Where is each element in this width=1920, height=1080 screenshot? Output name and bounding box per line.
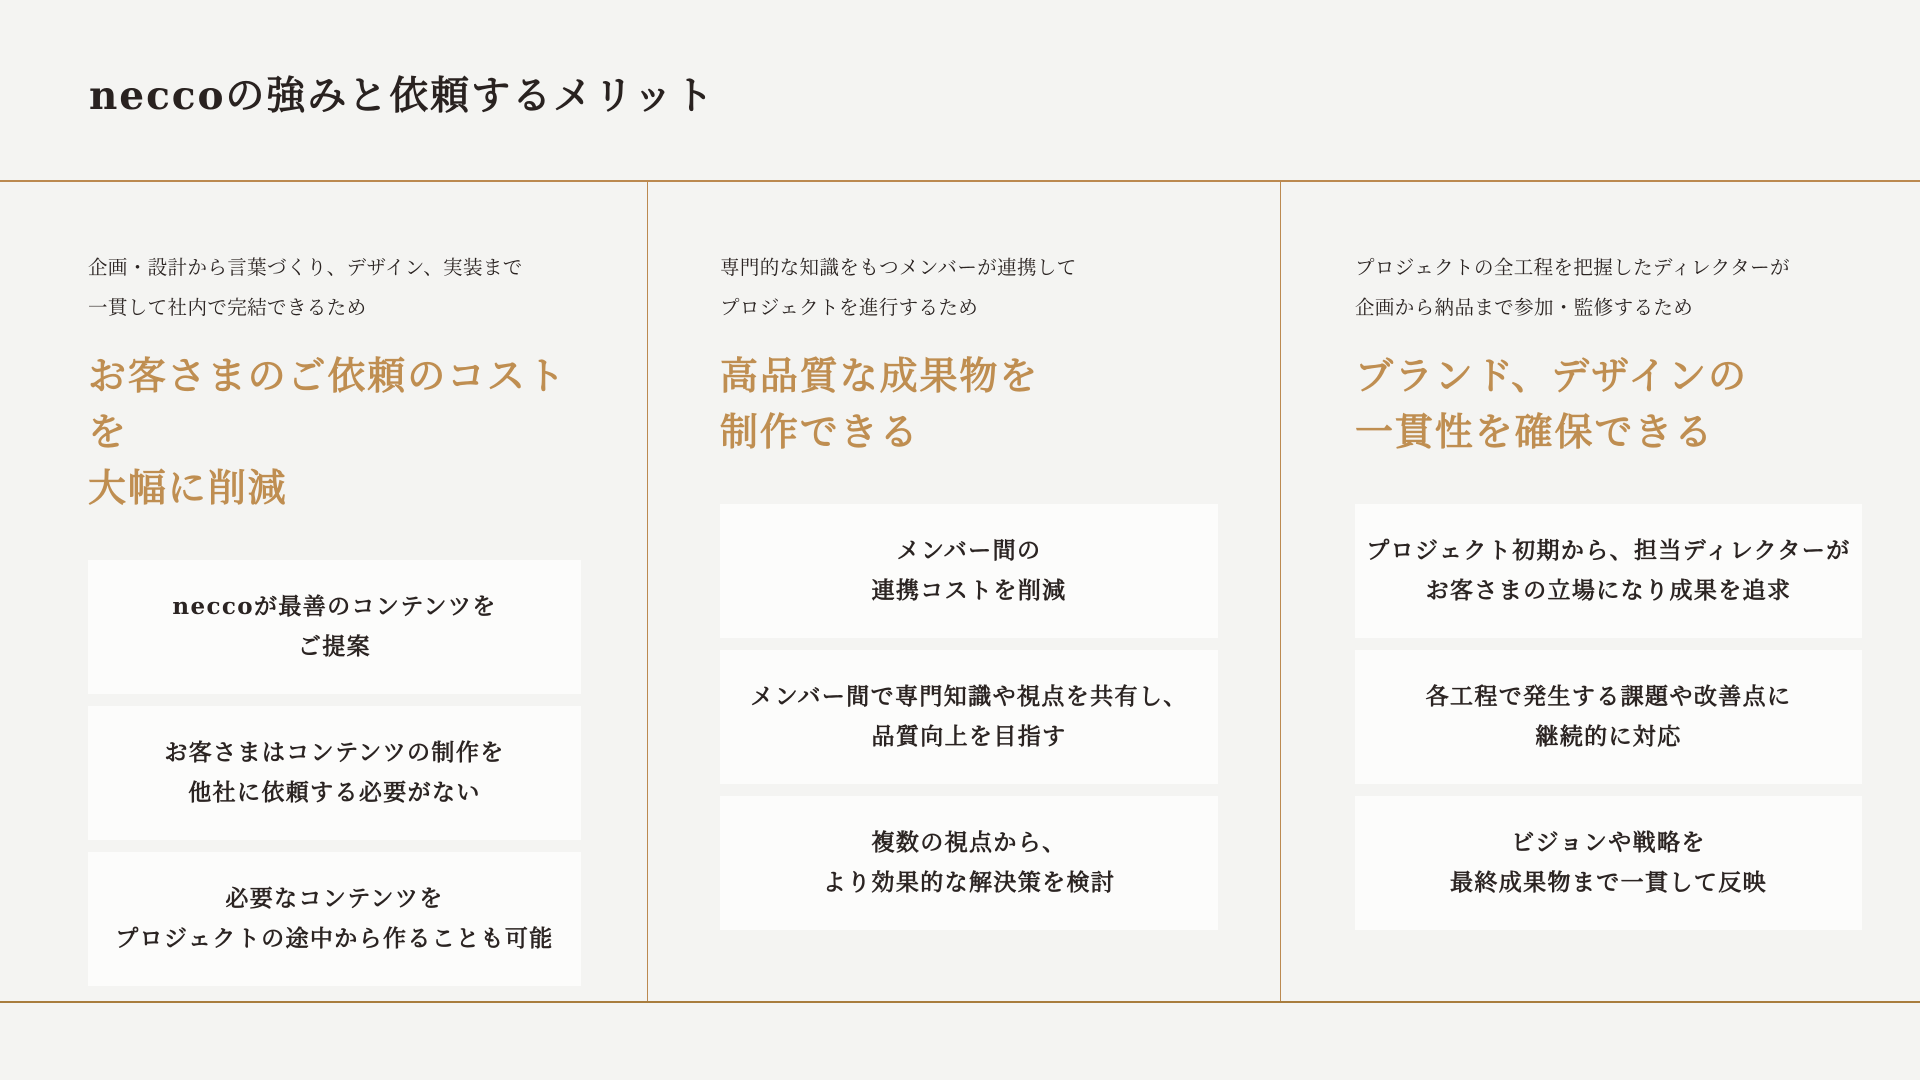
benefit-card <box>88 852 581 986</box>
column-heading-line: 大幅に削減 <box>88 465 288 510</box>
column-intro-line: 一貫して社内で完結できるため <box>88 296 367 319</box>
card-text-line: 各工程で発生する課題や改善点に <box>1425 683 1792 710</box>
column-heading <box>720 348 1218 460</box>
benefit-card <box>720 796 1218 930</box>
benefit-card <box>1355 650 1862 784</box>
column-heading-line: 一貫性を確保できる <box>1355 409 1715 454</box>
column-heading-line: お客さまのご依頼のコストを <box>88 353 567 454</box>
column-heading <box>1355 348 1862 460</box>
card-text-line: メンバー間の <box>896 537 1042 564</box>
card-text-line: 必要なコンテンツを <box>225 885 444 912</box>
card-text-line: 品質向上を目指す <box>871 723 1067 750</box>
card-text-line: neccoが最善のコンテンツを <box>172 593 497 620</box>
column-heading <box>88 348 581 516</box>
card-text-line: ご提案 <box>297 633 372 660</box>
card-text-line: 複数の視点から、 <box>871 829 1067 856</box>
card-text-line: 連携コストを削減 <box>871 577 1067 604</box>
benefit-column-cost <box>0 182 647 1001</box>
card-list <box>88 560 581 986</box>
card-list <box>720 504 1218 930</box>
column-intro <box>720 248 1218 328</box>
benefit-column-quality <box>647 182 1280 1001</box>
benefit-columns <box>0 182 1920 1003</box>
column-intro-line: 専門的な知識をもつメンバーが連携して <box>720 256 1077 279</box>
benefit-card <box>88 560 581 694</box>
column-intro-line: 企画・設計から言葉づくり、デザイン、実装まで <box>88 256 523 279</box>
benefit-card <box>1355 504 1862 638</box>
card-text-line: 最終成果物まで一貫して反映 <box>1450 869 1767 896</box>
bottom-margin-strip <box>0 1003 1920 1076</box>
column-heading-line: 高品質な成果物を <box>720 353 1040 398</box>
card-text-line: お客さまの立場になり成果を追求 <box>1425 577 1792 604</box>
section-header <box>0 0 1920 182</box>
card-text-line: プロジェクト初期から、担当ディレクターが <box>1366 537 1851 564</box>
benefit-card <box>88 706 581 840</box>
benefit-column-consistency <box>1280 182 1920 1001</box>
column-intro-line: プロジェクトの全工程を把握したディレクターが <box>1355 256 1790 279</box>
benefit-card <box>720 504 1218 638</box>
benefit-card <box>1355 796 1862 930</box>
column-intro <box>1355 248 1862 328</box>
card-text-line: ビジョンや戦略を <box>1511 829 1706 856</box>
column-intro-line: 企画から納品まで参加・監修するため <box>1355 296 1694 319</box>
card-text-line: プロジェクトの途中から作ることも可能 <box>115 925 554 952</box>
card-list <box>1355 504 1862 930</box>
card-text-line: お客さまはコンテンツの制作を <box>164 739 505 766</box>
column-intro <box>88 248 581 328</box>
page-title: neccoの強みと依頼するメリット <box>89 73 716 119</box>
card-text-line: より効果的な解決策を検討 <box>822 869 1116 896</box>
column-heading-line: ブランド、デザインの <box>1355 353 1748 398</box>
card-text-line: 継続的に対応 <box>1535 723 1682 750</box>
column-intro-line: プロジェクトを進行するため <box>720 296 979 319</box>
card-text-line: 他社に依頼する必要がない <box>188 779 481 806</box>
card-text-line: メンバー間で専門知識や視点を共有し、 <box>750 683 1188 710</box>
column-heading-line: 制作できる <box>720 409 920 454</box>
benefit-card <box>720 650 1218 784</box>
